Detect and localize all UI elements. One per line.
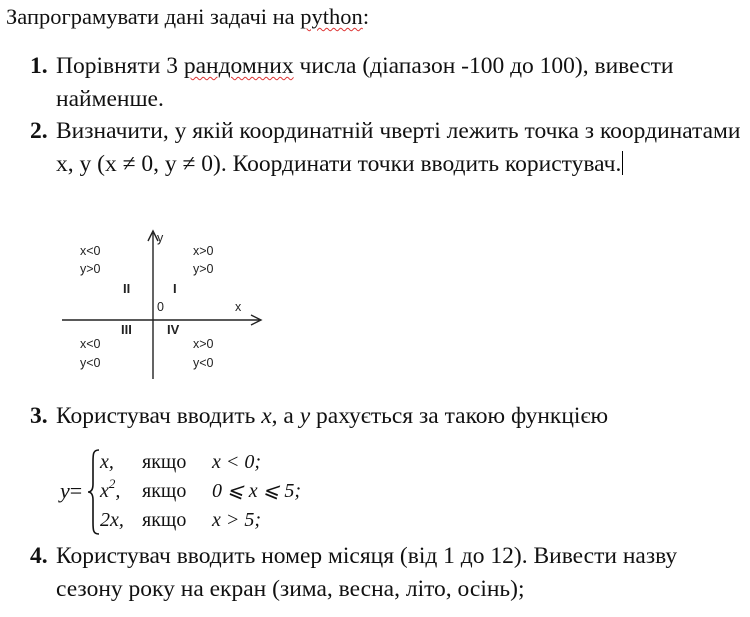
q4-x-cond: x>0 (193, 337, 214, 351)
axis-y-label: y (157, 231, 164, 245)
case-cond-text: x < 0; (212, 451, 262, 473)
task-text (30, 50, 745, 116)
task-3-text-before: Користувач вводить (56, 403, 262, 429)
q3-label: III (121, 322, 132, 337)
task-text (30, 540, 745, 606)
heading-python: python (300, 4, 363, 29)
case-word: якщо (142, 451, 187, 473)
case-expr-base: x (100, 480, 109, 502)
task-4 (30, 540, 745, 606)
task-number: 3. (30, 403, 48, 429)
quadrant-diagram (60, 227, 270, 382)
task-1 (30, 50, 745, 116)
q1-y-cond: y>0 (193, 262, 214, 276)
formula-y: y (60, 478, 70, 503)
q4-label: IV (167, 322, 180, 337)
q3-y-cond: y<0 (80, 356, 101, 370)
task-3-var-y: y (299, 403, 311, 429)
task-3-var-x: x (261, 403, 272, 429)
heading-text: Запрограмувати дані задачі на (6, 4, 301, 29)
case-expr: 2x, (100, 509, 124, 531)
q2-label: II (123, 281, 131, 296)
case-expr (100, 477, 120, 506)
case-expr: x, (100, 451, 114, 473)
case-word: якщо (142, 509, 187, 531)
formula-equals: = (69, 478, 83, 503)
task-text (30, 115, 745, 181)
q4-y-cond: y<0 (193, 356, 214, 370)
q2-y-cond: y>0 (80, 262, 101, 276)
origin-label: 0 (157, 300, 164, 314)
task-number: 1. (30, 53, 48, 79)
case-expr-sup: 2 (108, 476, 116, 491)
q1-x-cond: x>0 (193, 244, 214, 258)
case-word: якщо (142, 480, 187, 502)
task-2-text: Визначити, у якій координатній чверті лежить точка з координатами x, y (x ≠ 0, y ≠ 0). Координати точки вводить користувач. (56, 118, 741, 177)
case-cond-text: x > 5; (212, 509, 262, 531)
q2-x-cond: x<0 (80, 244, 101, 258)
task-3-text-after: рахується за такою функцією (310, 403, 609, 429)
axis-x-label: x (235, 300, 242, 314)
case-cond-text: 0 ⩽ x ⩽ 5; (212, 480, 302, 502)
task-3 (30, 400, 745, 433)
task-2 (30, 115, 745, 181)
q3-x-cond: x<0 (80, 337, 101, 351)
case-cond (212, 448, 261, 477)
case-expr-tail: , (115, 480, 121, 502)
spellcheck-word: рандомних (183, 53, 294, 79)
text-cursor (622, 151, 623, 175)
case-cond (212, 477, 301, 506)
left-brace (87, 448, 101, 536)
task-number: 4. (30, 543, 48, 569)
task-4-text: Користувач вводить номер місяця (від 1 до 12). Вивести назву сезону року на екран (зима, весна, літо, осінь); (56, 543, 678, 602)
heading-colon: : (362, 4, 370, 29)
page-heading (6, 4, 369, 30)
task-3-text-middle: , а (271, 403, 300, 429)
formula-lhs (60, 478, 82, 504)
task-text (30, 400, 745, 433)
case-cond (212, 506, 261, 535)
task-1-text: Порівняти 3 рандомних числа (діапазон -100 до 100), вивести найменше. (56, 53, 674, 112)
task-number: 2. (30, 118, 48, 144)
q1-label: I (173, 281, 177, 296)
